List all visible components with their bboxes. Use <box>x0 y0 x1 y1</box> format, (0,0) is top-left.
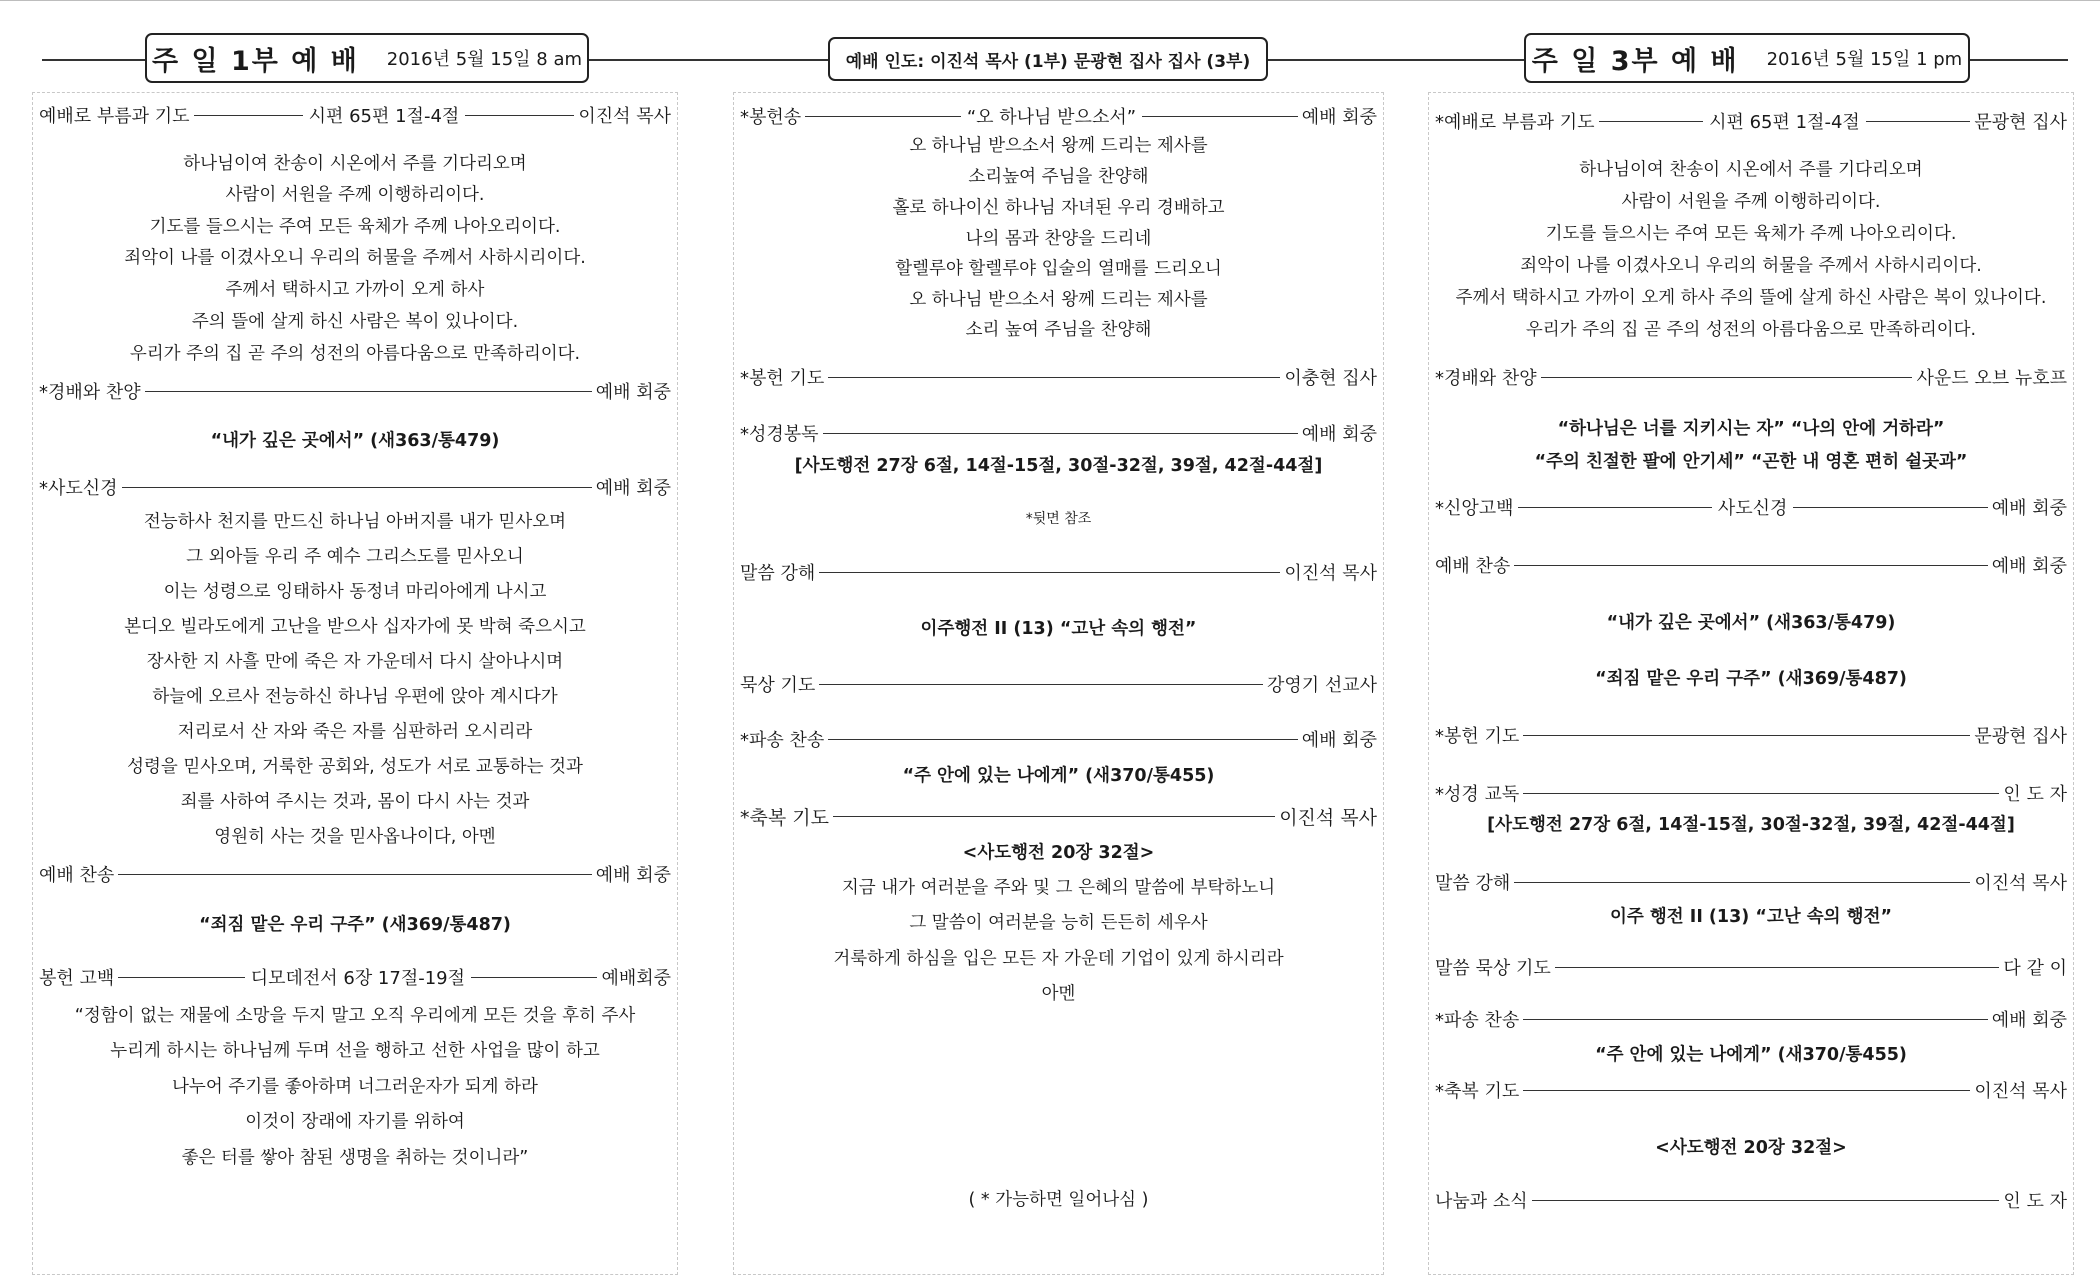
psalm-line: 주께서 택하시고 가까이 오게 하사 주의 뜰에 살게 하신 사람은 복이 있나이다. <box>1455 288 2047 308</box>
lyric-line: 오 하나님 받으소서 왕께 드리는 제사를 <box>909 290 1208 310</box>
item-leader: 문광현 집사 <box>1974 112 2067 133</box>
item-label: *사도신경 <box>39 478 118 499</box>
item-song-title: “오 하나님 받으소서” <box>966 107 1137 128</box>
sending-hymn-row <box>740 727 1377 751</box>
psalm-line: 주께서 택하시고 가까이 오게 하사 <box>225 280 485 300</box>
service-1-title: 주 일 1부 예 배 <box>151 45 359 77</box>
item-leader: 예배 회중 <box>595 382 671 403</box>
offering-text-line: 이것이 장래에 자기를 위하여 <box>245 1112 465 1132</box>
item-label: *예배로 부름과 기도 <box>1435 112 1595 133</box>
responsive-reading-row <box>1435 781 2067 805</box>
item-label: *축복 기도 <box>740 806 829 829</box>
service-3-column <box>1428 92 2074 1275</box>
service-3-title: 주 일 3부 예 배 <box>1531 45 1739 77</box>
item-scripture: 시편 65편 1절-4절 <box>1709 112 1860 133</box>
offering-text-line: 나누어 주기를 좋아하며 너그러운자가 되게 하라 <box>172 1077 538 1097</box>
benediction-line: 거룩하게 하심을 입은 모든 자 가운데 기업이 있게 하시리라 <box>833 949 1284 969</box>
benediction-row <box>1435 1078 2067 1102</box>
service-3-header <box>1524 33 1970 83</box>
header-rule-left-mid <box>588 59 828 61</box>
confession-of-faith-row <box>1435 495 2067 519</box>
lyric-line: 할렐루야 할렐루야 입술의 열매를 드리오니 <box>895 259 1222 279</box>
creed-line: 하늘에 오르사 전능하신 하나님 우편에 앉아 계시다가 <box>152 687 558 707</box>
item-leader: 이충현 집사 <box>1284 368 1377 389</box>
item-label: 묵상 기도 <box>740 675 816 696</box>
item-label: *성경 교독 <box>1435 784 1520 805</box>
hymn-song: “죄짐 맡은 우리 구주” (새369/통487) <box>199 915 511 935</box>
lyric-line: 홀로 하나이신 하나님 자녀된 우리 경배하고 <box>892 198 1225 218</box>
creed-line: 이는 성령으로 잉태하사 동정녀 마리아에게 나시고 <box>163 582 547 602</box>
item-label: *봉헌 기도 <box>1435 726 1520 747</box>
psalm-line: 기도를 들으시는 주여 모든 육체가 주께 나아오리이다. <box>149 217 561 237</box>
scripture-note: *뒷면 참조 <box>1025 511 1092 527</box>
sending-song: “주 안에 있는 나에게” (새370/통455) <box>1595 1045 1907 1065</box>
offering-confession-row <box>39 965 671 989</box>
item-leader: 이진석 목사 <box>1279 806 1377 829</box>
psalm-line: 사람이 서원을 주께 이행하리이다. <box>1621 192 1881 212</box>
psalm-line: 하나님이여 찬송이 시온에서 주를 기다리오며 <box>183 154 527 174</box>
item-leader: 이진석 목사 <box>578 106 671 127</box>
lyric-line: 나의 몸과 찬양을 드리네 <box>965 229 1152 249</box>
worship-songs-line: “주의 친절한 팔에 안기세” “곤한 내 영혼 편히 쉴곳과” <box>1534 452 1968 472</box>
worship-leader-box <box>828 37 1268 81</box>
call-to-worship-row <box>39 103 671 127</box>
service-1-header <box>145 33 589 83</box>
offering-text-line: 누리게 하시는 하나님께 두며 선을 행하고 선한 사업을 많이 하고 <box>110 1041 600 1061</box>
creed-line: 본디오 빌라도에게 고난을 받으사 십자가에 못 박혀 죽으시고 <box>124 617 586 637</box>
item-label: *경배와 찬양 <box>39 382 141 403</box>
scripture-reading-row <box>740 421 1377 445</box>
worship-praise-row <box>39 379 671 403</box>
item-leader: 강영기 선교사 <box>1266 675 1377 696</box>
item-label: *신앙고백 <box>1435 498 1514 519</box>
creed-line: 죄를 사하여 주시는 것과, 몸이 다시 사는 것과 <box>180 792 530 812</box>
offering-prayer-row <box>1435 723 2067 747</box>
benediction-line: 지금 내가 여러분을 주와 및 그 은혜의 말씀에 부탁하노니 <box>841 878 1276 898</box>
service-1-column <box>32 92 678 1275</box>
call-to-worship-row <box>1435 109 2067 133</box>
worship-song: “내가 깊은 곳에서” (새363/통479) <box>210 431 500 451</box>
worship-praise-row <box>1435 365 2067 389</box>
item-label: 봉헌 고백 <box>39 968 115 989</box>
item-scripture: 디모데전서 6장 17절-19절 <box>250 968 466 989</box>
header-rule-right-mid <box>1268 59 1524 61</box>
item-label: *성경봉독 <box>740 424 819 445</box>
item-scripture: 사도신경 <box>1717 498 1788 519</box>
item-label: *봉헌 기도 <box>740 368 825 389</box>
sermon-title: 이주행전 II (13) “고난 속의 행전” <box>920 619 1197 639</box>
benediction-line: 아멘 <box>1041 984 1076 1004</box>
item-leader: 다 같 이 <box>2003 958 2067 979</box>
item-leader: 예배 회중 <box>1301 107 1377 128</box>
scripture-reference: [사도행전 27장 6절, 14절-15절, 30절-32절, 39절, 42절-44절] <box>1487 815 2015 835</box>
worship-songs-line: “하나님은 너를 지키시는 자” “나의 안에 거하라” <box>1557 419 1945 439</box>
service-1-date: 2016년 5월 15일 8 am <box>386 49 583 70</box>
hymn-row <box>1435 553 2067 577</box>
psalm-line: 우리가 주의 집 곧 주의 성전의 아름다움으로 만족하리이다. <box>129 344 581 364</box>
lyric-line: 소리높여 주님을 찬양해 <box>968 167 1149 187</box>
meditation-row <box>1435 955 2067 979</box>
sermon-title: 이주 행전 II (13) “고난 속의 행전” <box>1610 907 1892 927</box>
benediction-reference: <사도행전 20장 32절> <box>962 843 1155 863</box>
sending-song: “주 안에 있는 나에게” (새370/통455) <box>902 766 1215 786</box>
top-border <box>0 0 2100 1</box>
service-3-date: 2016년 5월 15일 1 pm <box>1766 49 1963 70</box>
item-label: 예배로 부름과 기도 <box>39 106 190 127</box>
item-label: 말씀 묵상 기도 <box>1435 958 1551 979</box>
item-leader: 예배 회중 <box>1991 556 2067 577</box>
benediction-line: 그 말씀이 여러분을 능히 든든히 세우사 <box>909 913 1208 933</box>
item-label: *경배와 찬양 <box>1435 368 1537 389</box>
item-leader: 예배 회중 <box>1301 730 1377 751</box>
psalm-line: 죄악이 나를 이겼사오니 우리의 허물을 주께서 사하시리이다. <box>1520 256 1982 276</box>
psalm-line: 우리가 주의 집 곧 주의 성전의 아름다움으로 만족하리이다. <box>1525 320 1977 340</box>
psalm-line: 주의 뜰에 살게 하신 사람은 복이 있나이다. <box>191 312 519 332</box>
apostles-creed-row <box>39 475 671 499</box>
offering-text-line: “정함이 없는 재물에 소망을 두지 말고 오직 우리에게 모든 것을 후히 주사 <box>74 1006 636 1026</box>
lyric-line: 소리 높여 주님을 찬양해 <box>965 320 1152 340</box>
order-column <box>733 92 1384 1275</box>
item-label: *파송 찬송 <box>1435 1010 1520 1031</box>
creed-line: 전능하사 천지를 만드신 하나님 아버지를 내가 믿사오며 <box>143 512 567 532</box>
standing-note: ( * 가능하면 일어나심 ) <box>968 1190 1149 1210</box>
worship-leader-text: 예배 인도: 이진석 목사 (1부) 문광현 집사 집사 (3부) <box>845 51 1251 72</box>
item-scripture: 시편 65편 1절-4절 <box>308 106 460 127</box>
item-leader: 인 도 자 <box>2003 1191 2067 1212</box>
header-rule-right <box>1970 59 2068 61</box>
item-leader: 예배 회중 <box>1991 1010 2067 1031</box>
hymn-song: “내가 깊은 곳에서” (새363/통479) <box>1606 613 1896 633</box>
psalm-line: 기도를 들으시는 주여 모든 육체가 주께 나아오리이다. <box>1545 224 1957 244</box>
item-label: 나눔과 소식 <box>1435 1191 1528 1212</box>
creed-line: 성령을 믿사오며, 거룩한 공회와, 성도가 서로 교통하는 것과 <box>127 757 583 777</box>
hymn-row <box>39 862 671 886</box>
item-label: 말씀 강해 <box>1435 873 1511 894</box>
psalm-line: 죄악이 나를 이겼사오니 우리의 허물을 주께서 사하시리이다. <box>124 248 586 268</box>
scripture-reference: [사도행전 27장 6절, 14절-15절, 30절-32절, 39절, 42절-44절] <box>794 456 1323 476</box>
creed-line: 영원히 사는 것을 믿사옵나이다, 아멘 <box>214 827 496 847</box>
creed-line: 그 외아들 우리 주 예수 그리스도를 믿사오니 <box>186 547 524 567</box>
offering-prayer-row <box>740 365 1377 389</box>
lyric-line: 오 하나님 받으소서 왕께 드리는 제사를 <box>909 136 1208 156</box>
item-leader: 예배 회중 <box>1301 424 1377 445</box>
item-label: 예배 찬송 <box>1435 556 1511 577</box>
psalm-line: 하나님이여 찬송이 시온에서 주를 기다리오며 <box>1579 160 1923 180</box>
creed-line: 저리로서 산 자와 죽은 자를 심판하러 오시리라 <box>177 722 533 742</box>
offering-text-line: 좋은 터를 쌓아 참된 생명을 취하는 것이니라” <box>181 1148 529 1168</box>
creed-line: 장사한 지 사흘 만에 죽은 자 가운데서 다시 살아나시며 <box>146 652 564 672</box>
item-leader: 이진석 목사 <box>1284 563 1377 584</box>
psalm-line: 사람이 서원을 주께 이행하리이다. <box>225 185 485 205</box>
item-leader: 문광현 집사 <box>1974 726 2067 747</box>
item-leader: 인 도 자 <box>2003 784 2067 805</box>
item-leader: 사운드 오브 뉴호프 <box>1916 368 2067 389</box>
meditation-row <box>740 672 1377 696</box>
item-leader: 예배 회중 <box>595 865 671 886</box>
item-leader: 이진석 목사 <box>1974 1081 2067 1102</box>
item-label: *파송 찬송 <box>740 730 825 751</box>
item-leader: 예배 회중 <box>595 478 671 499</box>
hymn-song: “죄짐 맡은 우리 구주” (새369/통487) <box>1595 669 1907 689</box>
item-leader: 이진석 목사 <box>1974 873 2067 894</box>
benediction-row <box>740 804 1377 828</box>
benediction-reference: <사도행전 20장 32절> <box>1655 1138 1847 1158</box>
item-leader: 예배회중 <box>601 968 671 989</box>
sending-hymn-row <box>1435 1007 2067 1031</box>
sermon-row <box>1435 870 2067 894</box>
item-label: *축복 기도 <box>1435 1081 1520 1102</box>
header-rule-left <box>42 59 146 61</box>
item-label: 말씀 강해 <box>740 563 816 584</box>
item-leader: 예배 회중 <box>1991 498 2067 519</box>
offering-song-row <box>740 104 1377 128</box>
item-label: *봉헌송 <box>740 107 802 128</box>
item-label: 예배 찬송 <box>39 865 115 886</box>
sermon-row <box>740 560 1377 584</box>
announcements-row <box>1435 1188 2067 1212</box>
